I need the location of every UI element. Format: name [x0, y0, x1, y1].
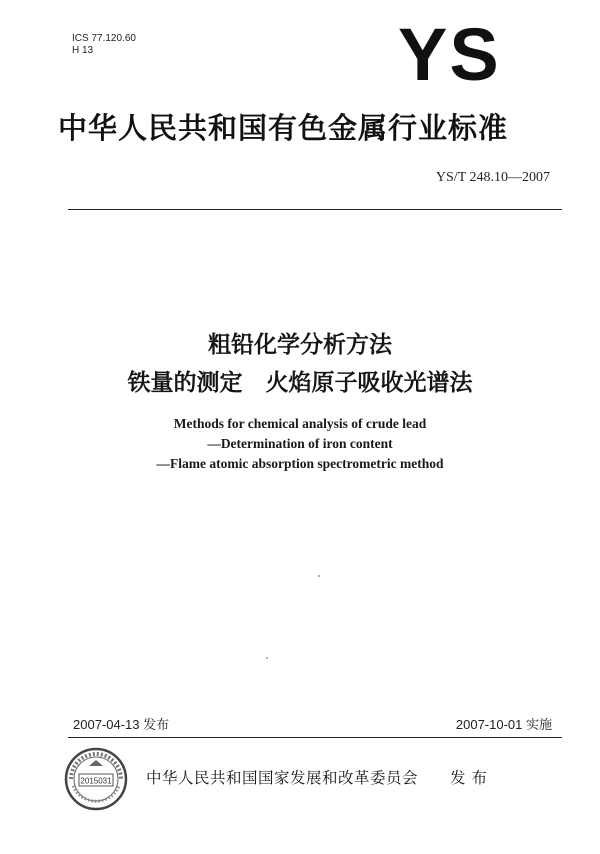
- title-zh-line2: 铁量的测定 火焰原子吸收光谱法: [127, 370, 473, 396]
- header-divider: [68, 209, 562, 210]
- issue-date: 2007-04-13 发布: [73, 717, 170, 732]
- ys-logo: YS: [398, 13, 501, 96]
- title-zh-line1: 粗铅化学分析方法: [208, 332, 392, 358]
- implementation-date: 2007-10-01 实施: [455, 717, 552, 732]
- ics-code: ICS 77.120.60: [72, 33, 136, 44]
- official-seal-stamp: [63, 746, 129, 812]
- seal-icon: [63, 746, 129, 812]
- scan-speck: [266, 657, 268, 659]
- ccs-code: H 13: [72, 45, 94, 56]
- title-en-line1: Methods for chemical analysis of crude lead: [173, 416, 427, 431]
- issuing-authority: 中华人民共和国国家发展和改革委员会: [146, 769, 419, 787]
- organization-title: 中华人民共和国有色金属行业标准: [58, 111, 509, 145]
- classification-codes: [72, 33, 136, 57]
- scan-speck: [318, 575, 320, 577]
- seal-text: 2015031: [80, 776, 112, 786]
- title-en-line2: —Determination of iron content: [207, 436, 393, 451]
- issue-label: 发布: [450, 769, 494, 787]
- footer-divider: [68, 737, 562, 738]
- title-en-line3: —Flame atomic absorption spectrometric method: [156, 456, 444, 471]
- standard-number: YS/T 248.10—2007: [435, 170, 550, 185]
